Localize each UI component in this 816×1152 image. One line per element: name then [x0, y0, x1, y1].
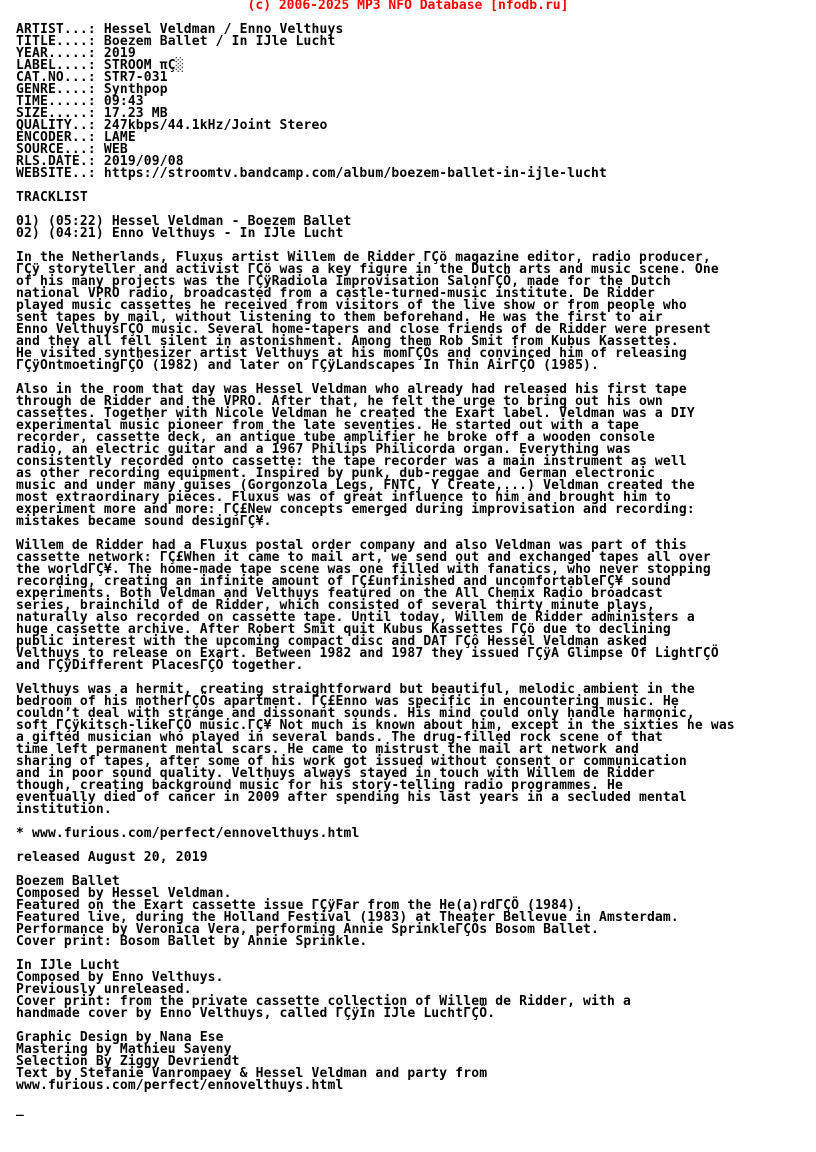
nfo-line: Composed by Hessel Veldman. [16, 886, 232, 901]
nfo-line: Selection By Ziggy Devriendt [16, 1054, 240, 1069]
nfo-line: ΓÇÿ storyteller and activist ΓÇö was a key figure in the Dutch arts and music scene. One [16, 262, 719, 277]
nfo-line: LABEL....: STROOM πÇ░ [16, 58, 184, 73]
nfo-line: a gifted musician who played in several bands. The drug-filled rock scene of that [16, 730, 663, 745]
nfo-line: institution. [16, 802, 112, 817]
nfo-line: Enno VelthuysΓÇÖ music. Several home-tapers and close friends of de Ridder were present [16, 322, 711, 337]
nfo-line: SOURCE...: WEB [16, 142, 128, 157]
nfo-line: RLS.DATE.: 2019/09/08 [16, 154, 184, 169]
nfo-line: and in poor sound quality. Velthuys always stayed in touch with Willem de Ridder [16, 766, 655, 781]
nfo-line [16, 1092, 735, 1104]
nfo-line: Featured on the Exart cassette issue ΓÇÿFar from the He(a)rdΓÇÖ (1984). [16, 898, 584, 913]
nfo-line: He visited synthesizer artist Velthuys at his momΓÇÖs and convinced him of releasing [16, 346, 687, 361]
nfo-line [16, 948, 735, 960]
nfo-line: ARTIST...: Hessel Veldman / Enno Velthuys [16, 22, 344, 37]
nfo-line: sent tapes by mail, without listening to them beforehand. He was the first to air [16, 310, 663, 325]
nfo-line: www.furious.com/perfect/ennovelthuys.html [16, 1078, 344, 1093]
nfo-line: Text by Stefanie Vanrompaey & Hessel Veldman and party from [16, 1066, 488, 1081]
nfo-line: the worldΓÇ¥. The home-made tape scene was one filled with fanatics, who never stopping [16, 562, 711, 577]
nfo-line: experiment more and more: ΓÇ£New concepts emerged during improvisation and recording: [16, 502, 695, 517]
nfo-line: Willem de Ridder had a Fluxus postal order company and also Veldman was part of this [16, 538, 687, 553]
nfo-line: and ΓÇÿDifferent PlacesΓÇÖ together. [16, 658, 304, 673]
nfo-line: bedroom of his motherΓÇÖs apartment. ΓÇ£Enno was specific in encountering music. He [16, 694, 679, 709]
nfo-line: recorder, cassette deck, an antique tube amplifier he broke off a wooden console [16, 430, 655, 445]
nfo-line: cassettes. Together with Nicole Veldman he created the Exart label. Veldman was a DIY [16, 406, 695, 421]
nfo-line: though, creating background music for his story-telling radio programmes. He [16, 778, 623, 793]
nfo-line [16, 180, 735, 192]
nfo-line: TIME.....: 09:43 [16, 94, 144, 109]
nfo-line: huge cassette archive. After Robert Smit quit Kubus Kassettes ΓÇö due to declining [16, 622, 671, 637]
nfo-line: Previously unreleased. [16, 982, 192, 997]
nfo-line: through de Ridder and the VPRO. After that, he felt the urge to bring out his own [16, 394, 663, 409]
nfo-line: and they all fell silent in astonishment. Among them Rob Smit from Kubus Kassettes. [16, 334, 679, 349]
nfo-line: CAT.NO...: STR7-031 [16, 70, 168, 85]
nfo-line: WEBSITE..: https://stroomtv.bandcamp.com/album/boezem-ballet-in-ijle-lucht [16, 166, 608, 181]
nfo-line: eventually died of cancer in 2009 after spending his last years in a secluded mental [16, 790, 687, 805]
nfo-line: as other recording equipment. Inspired by punk, dub-reggae and German electronic [16, 466, 655, 481]
nfo-line: TRACKLIST [16, 190, 88, 205]
nfo-line: 01) (05:22) Hessel Veldman - Boezem Ballet [16, 214, 352, 229]
nfo-line: Boezem Ballet [16, 874, 120, 889]
nfo-line: radio, an electric guitar and a 1967 Philips Philicorda organ. Everything was [16, 442, 631, 457]
nfo-line: handmade cover by Enno Velthuys, called ΓÇÿIn IJle LuchtΓÇÖ. [16, 1006, 496, 1021]
nfo-line: experiments. Both Veldman and Velthuys featured on the All Chemix Radio broadcast [16, 586, 663, 601]
nfo-line: released August 20, 2019 [16, 850, 208, 865]
nfo-line: experimental music pioneer from the late seventies. He started out with a tape [16, 418, 639, 433]
nfo-line: Velthuys to release on Exart. Between 1982 and 1987 they issued ΓÇÿA Glimpse Of LightΓÇÖ [16, 646, 719, 661]
nfo-line: time left permanent mental scars. He came to mistrust the mail art network and [16, 742, 639, 757]
nfo-line [16, 864, 735, 876]
nfo-line: national VPRO radio, broadcasted from a castle-turned-music institute. De Ridder [16, 286, 655, 301]
nfo-line: naturally also recorded on cassette tape. Until today, Willem de Ridder administers a [16, 610, 695, 625]
nfo-line: Mastering by Mathieu Saveny [16, 1042, 232, 1057]
nfo-line: _ [16, 1102, 24, 1117]
nfo-line: YEAR.....: 2019 [16, 46, 136, 61]
nfo-line: Featured live, during the Holland Festival (1983) at Theater Bellevue in Amsterdam. [16, 910, 679, 925]
nfo-line: series, brainchild of de Ridder, which consisted of several thirty minute plays, [16, 598, 655, 613]
site-banner: (c) 2006-2025 MP3 NFO Database [nfodb.ru] [247, 0, 569, 13]
nfo-line: music and under many guises (Gorgonzola Legs, FNTC, Y Create,...) Veldman created the [16, 478, 695, 493]
nfo-line: cassette network: ΓÇ£When it came to mail art, we send out and exchanged tapes all over [16, 550, 711, 565]
nfo-line: ENCODER..: LAME [16, 130, 136, 145]
nfo-line: SIZE.....: 17.23 MB [16, 106, 168, 121]
nfo-line: ΓÇÿOntmoetingΓÇÖ (1982) and later on ΓÇÿLandscapes In Thin AirΓÇÖ (1985). [16, 358, 600, 373]
nfo-line: public interest with the upcoming compact disc and DAT ΓÇô Hessel Veldman asked [16, 634, 647, 649]
nfo-line: Cover print: from the private cassette collection of Willem de Ridder, with a [16, 994, 631, 1009]
nfo-line: most extraordinary pieces. Fluxus was of great influence to him and brought him to [16, 490, 671, 505]
nfo-line: In IJle Lucht [16, 958, 120, 973]
nfo-line: Also in the room that day was Hessel Veldman who already had released his first tape [16, 382, 687, 397]
nfo-line: of his many projects was the ΓÇÿRadiola Improvisation SalonΓÇÖ, made for the Dutch [16, 274, 671, 289]
nfo-line: QUALITY..: 247kbps/44.1kHz/Joint Stereo [16, 118, 328, 133]
nfo-line: Velthuys was a hermit, creating straightforward but beautiful, melodic ambient in the [16, 682, 695, 697]
nfo-line: In the Netherlands, Fluxus artist Willem de Ridder ΓÇö magazine editor, radio producer, [16, 250, 711, 265]
nfo-line: soft ΓÇÿkitsch-likeΓÇÖ music.ΓÇ¥ Not much is known about him, except in the sixties he was [16, 718, 735, 733]
nfo-line: mistakes became sound designΓÇ¥. [16, 514, 272, 529]
nfo-line: Cover print: Bosom Ballet by Annie Sprinkle. [16, 934, 368, 949]
nfo-line: GENRE....: Synthpop [16, 82, 168, 97]
nfo-line: sharing of tapes, after some of his work got issued without consent or communication [16, 754, 687, 769]
nfo-line: played music cassettes he received from visitors of the live show or from people who [16, 298, 687, 313]
nfo-line: Performance by Veronica Vera, performing Annie SprinkleΓÇÖs Bosom Ballet. [16, 922, 600, 937]
nfo-line: consistently recorded onto cassette: the tape recorder was a main instrument as well [16, 454, 687, 469]
nfo-line: recording, creating an infinite amount of ΓÇ£unfinished and uncomfortableΓÇ¥ sound [16, 574, 671, 589]
nfo-line: TITLE....: Boezem Ballet / In IJle Lucht [16, 34, 336, 49]
nfo-line: couldn’t deal with strange and dissonant sounds. His mind could only handle harmonic, [16, 706, 695, 721]
nfo-text-block [16, 24, 735, 1116]
nfo-line: 02) (04:21) Enno Velthuys - In IJle Lucht [16, 226, 344, 241]
nfo-line: * www.furious.com/perfect/ennovelthuys.html [16, 826, 360, 841]
nfo-line: Composed by Enno Velthuys. [16, 970, 224, 985]
nfo-line: Graphic Design by Nana Ese [16, 1030, 224, 1045]
